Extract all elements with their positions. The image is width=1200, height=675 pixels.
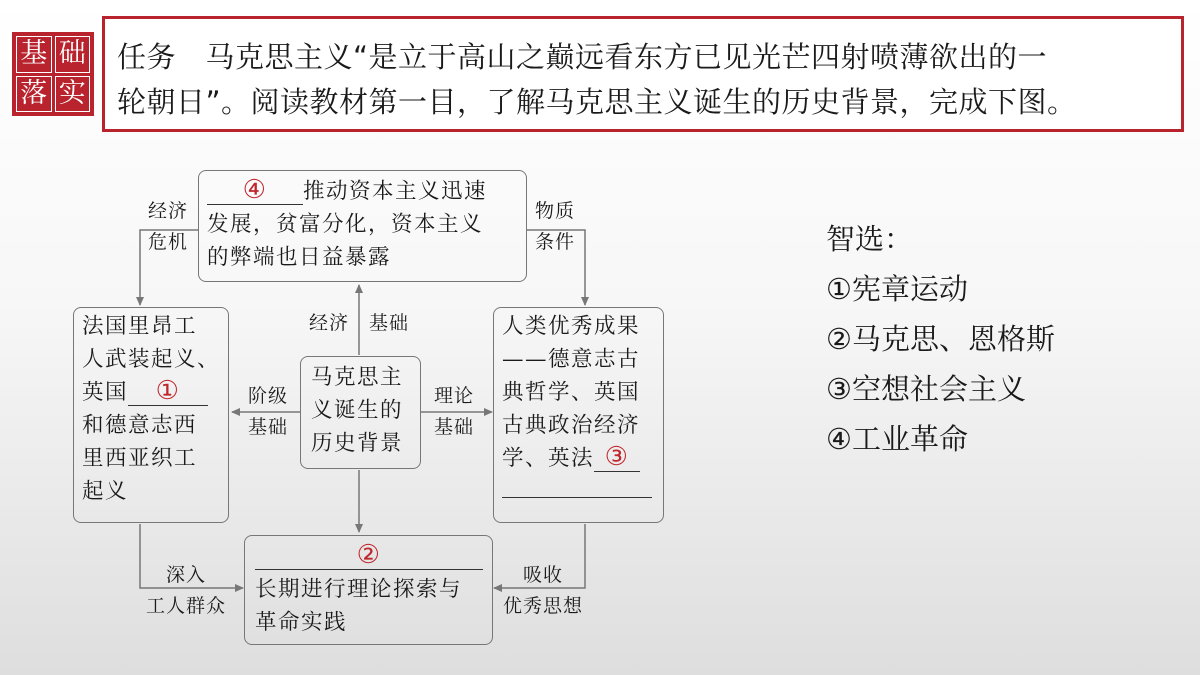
- label-theory-base: [426, 381, 482, 443]
- choice-item-4: ④工业革命: [826, 422, 968, 456]
- label-econ-base: 经济 基础: [308, 312, 409, 334]
- label-deep-workers-1: 深入: [165, 564, 206, 586]
- top-box-text-2: 发展，贫富分化，资本主义: [207, 212, 484, 237]
- label-material-1: 物质: [534, 200, 575, 222]
- label-material: [529, 196, 581, 258]
- left-box-line-3: 英国: [82, 380, 129, 405]
- choice-item-3: ③空想社会主义: [826, 372, 1026, 406]
- left-box-class-base: [73, 307, 229, 523]
- label-econ-crisis: [142, 196, 194, 258]
- left-box-line-5: 里西亚织工: [82, 446, 198, 471]
- badge-char-2: 础: [55, 36, 91, 73]
- bottom-box-marx-engels: [244, 535, 493, 645]
- right-box-line-3: 典哲学、英国: [502, 380, 641, 405]
- blank-2: ②: [255, 541, 483, 570]
- top-box-text-1: 推动资本主义迅速: [303, 179, 488, 204]
- task-line-1: 任务 马克思主义“是立于高山之巅远看东方已见光芒四射喷薄欲出的一: [117, 40, 1048, 74]
- center-box-line-1: 马克思主: [311, 365, 404, 390]
- right-box-line-2: ——德意志古: [502, 347, 641, 372]
- blank-3: ③: [594, 443, 640, 472]
- label-absorb: [493, 560, 593, 622]
- label-econ-crisis-1: 经济: [147, 200, 188, 222]
- label-deep-workers: [136, 560, 236, 622]
- right-box-line-4: 古典政治经济: [502, 413, 641, 438]
- task-line-2: 轮朝日”。阅读教材第一目，了解马克思主义诞生的历史背景，完成下图。: [117, 85, 1077, 119]
- badge-char-1: 基: [16, 36, 52, 73]
- left-box-line-4: 和德意志西: [82, 413, 198, 438]
- choices-title: 智选：: [826, 222, 914, 256]
- left-box-line-1: 法国里昂工: [82, 314, 198, 339]
- label-class-base: [240, 381, 296, 443]
- badge-char-3: 落: [16, 76, 52, 113]
- choice-item-2: ②马克思、恩格斯: [826, 322, 1055, 356]
- top-box-text-3: 的弊端也日益暴露: [207, 245, 392, 270]
- left-box-line-2: 人武装起义、: [82, 347, 221, 372]
- left-box-line-6: 起义: [82, 479, 129, 504]
- center-box-background: [300, 356, 421, 469]
- top-box-industrial: [198, 170, 527, 282]
- label-theory-base-2: 基础: [433, 416, 474, 438]
- right-box-theory-base: [493, 307, 664, 523]
- right-box-line-5: 学、英法: [502, 446, 595, 471]
- bottom-box-line-2: 革命实践: [255, 610, 348, 635]
- label-econ-crisis-2: 危机: [147, 231, 188, 253]
- center-box-line-2: 义诞生的: [311, 398, 404, 423]
- label-absorb-1: 吸收: [522, 564, 563, 586]
- bottom-box-line-1: 长期进行理论探索与: [255, 577, 463, 602]
- label-deep-workers-2: 工人群众: [145, 595, 226, 617]
- choice-item-1: ①宪章运动: [826, 272, 968, 306]
- badge-char-4: 实: [55, 76, 91, 113]
- label-absorb-2: 优秀思想: [502, 595, 583, 617]
- choices-panel: [826, 214, 1055, 464]
- blank-1: ①: [128, 377, 208, 406]
- label-theory-base-1: 理论: [433, 385, 474, 407]
- label-material-2: 条件: [534, 231, 575, 253]
- blank-3-continuation: [502, 481, 652, 498]
- label-class-base-1: 阶级: [247, 385, 288, 407]
- blank-4: ④: [207, 176, 303, 205]
- center-box-line-3: 历史背景: [311, 431, 404, 456]
- label-class-base-2: 基础: [247, 416, 288, 438]
- right-box-line-1: 人类优秀成果: [502, 314, 641, 339]
